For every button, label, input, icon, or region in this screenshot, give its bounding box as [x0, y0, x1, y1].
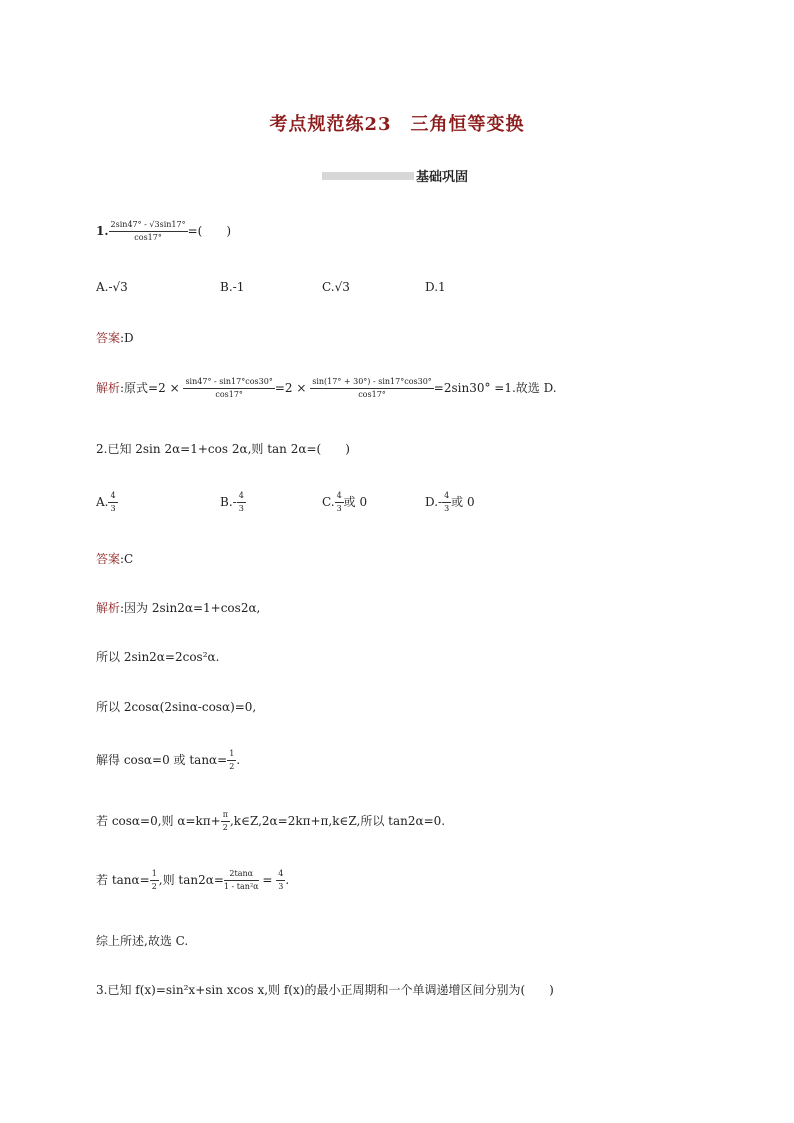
page-title: 考点规范练23 三角恒等变换	[269, 114, 525, 135]
fraction-numerator: 1	[150, 870, 159, 881]
fraction-numerator: 1	[227, 750, 236, 761]
q1-option-b: B.-1	[220, 280, 245, 294]
q2-analysis-line-4	[96, 750, 240, 771]
fraction-denominator: 2	[229, 762, 235, 771]
fraction-denominator: 3	[278, 882, 284, 891]
option-prefix: A.	[96, 495, 109, 509]
analysis-text: 若 cosα=0,则 α=kπ+	[96, 814, 221, 828]
fraction-denominator: cos17°	[358, 390, 386, 399]
answer-label: 答案	[96, 552, 121, 566]
fraction-numerator: 4	[237, 492, 246, 503]
fraction-denominator: 3	[110, 504, 116, 513]
fraction-denominator: cos17°	[134, 233, 162, 242]
question-1	[96, 221, 231, 242]
option-suffix: 或 0	[343, 495, 368, 509]
option-fraction	[335, 492, 344, 513]
fraction-numerator: sin47° - sin17°cos30°	[183, 378, 274, 389]
q2-analysis-line-7: 综上所述,故选 C.	[96, 934, 189, 948]
question-1-number: 1.	[96, 224, 109, 238]
analysis-text: :原式=2 ×	[120, 381, 180, 395]
fraction-denominator: 2	[151, 882, 157, 891]
option-fraction	[237, 492, 246, 513]
option-prefix: D.-	[425, 495, 443, 509]
answer-value: :D	[120, 331, 134, 345]
fraction-numerator: 4	[276, 870, 285, 881]
fraction	[276, 870, 285, 891]
analysis-text: .	[285, 873, 290, 887]
analysis-text: =2sin30° =1.故选 D.	[433, 381, 557, 395]
fraction-numerator: 4	[108, 492, 117, 503]
analysis-text: ,k∈Z,2α=2kπ+π,k∈Z,所以 tan2α=0.	[229, 814, 446, 828]
q1-analysis	[96, 378, 557, 399]
fraction-numerator: 4	[442, 492, 451, 503]
q2-analysis-line-5	[96, 811, 445, 832]
answer-label: 答案	[96, 331, 121, 345]
option-fraction	[442, 492, 451, 513]
analysis-text: 解得 cosα=0 或 tanα=	[96, 753, 228, 767]
q1-option-c: C.√3	[322, 280, 350, 294]
analysis-fraction-2	[310, 378, 434, 399]
q1-answer	[96, 329, 134, 346]
q2-analysis-line-6	[96, 870, 289, 891]
q1-option-d: D.1	[425, 280, 446, 294]
q2-analysis-line-2: 所以 2sin2α=2cos²α.	[96, 650, 220, 664]
q2-analysis-line-1	[96, 599, 260, 616]
analysis-text: 若 tanα=	[96, 873, 150, 887]
analysis-fraction-1	[183, 378, 274, 399]
analysis-text: =	[258, 873, 277, 887]
fraction-numerator: sin(17° + 30°) - sin17°cos30°	[310, 378, 434, 389]
q2-analysis-line-3: 所以 2cosα(2sinα-cosα)=0,	[96, 700, 257, 714]
analysis-label: 解析	[96, 381, 121, 395]
fraction-denominator: 2	[222, 823, 228, 832]
fraction	[221, 811, 230, 832]
fraction	[150, 870, 159, 891]
q2-option-a	[96, 492, 118, 513]
question-1-fraction	[109, 221, 188, 242]
fraction-numerator: 2sin47° - √3sin17°	[109, 221, 188, 232]
fraction-numerator: π	[221, 811, 230, 822]
q2-option-b	[220, 492, 246, 513]
fraction-numerator: 4	[335, 492, 344, 503]
section-divider-bar	[322, 172, 414, 180]
question-3-stem: 3.已知 f(x)=sin²x+sin xcos x,则 f(x)的最小正周期和一个单调递增区间分别为( )	[96, 983, 554, 997]
section-label: 基础巩固	[416, 170, 469, 185]
option-suffix: 或 0	[451, 495, 475, 509]
analysis-text: ,则 tan2α=	[158, 873, 224, 887]
q1-option-a: A.-√3	[96, 280, 128, 294]
fraction-denominator: cos17°	[215, 390, 243, 399]
q2-option-c	[322, 492, 367, 513]
q2-option-d	[425, 492, 475, 513]
question-2-stem: 2.已知 2sin 2α=1+cos 2α,则 tan 2α=( )	[96, 442, 350, 456]
answer-value: :C	[120, 552, 134, 566]
fraction	[224, 870, 259, 891]
fraction-denominator: 3	[444, 504, 450, 513]
analysis-text: .	[236, 753, 241, 767]
fraction-denominator: 3	[238, 504, 244, 513]
question-1-tail: =( )	[187, 224, 232, 238]
fraction-denominator: 3	[336, 504, 342, 513]
fraction-numerator: 2tanα	[224, 870, 259, 881]
option-fraction	[108, 492, 117, 513]
fraction	[227, 750, 236, 771]
analysis-label: 解析	[96, 601, 121, 615]
analysis-text: :因为 2sin2α=1+cos2α,	[120, 601, 261, 615]
fraction-denominator: 1 - tan²α	[223, 882, 259, 891]
q2-answer	[96, 550, 133, 567]
option-prefix: B.-	[220, 495, 237, 509]
option-prefix: C.	[322, 495, 335, 509]
analysis-text: =2 ×	[274, 381, 307, 395]
